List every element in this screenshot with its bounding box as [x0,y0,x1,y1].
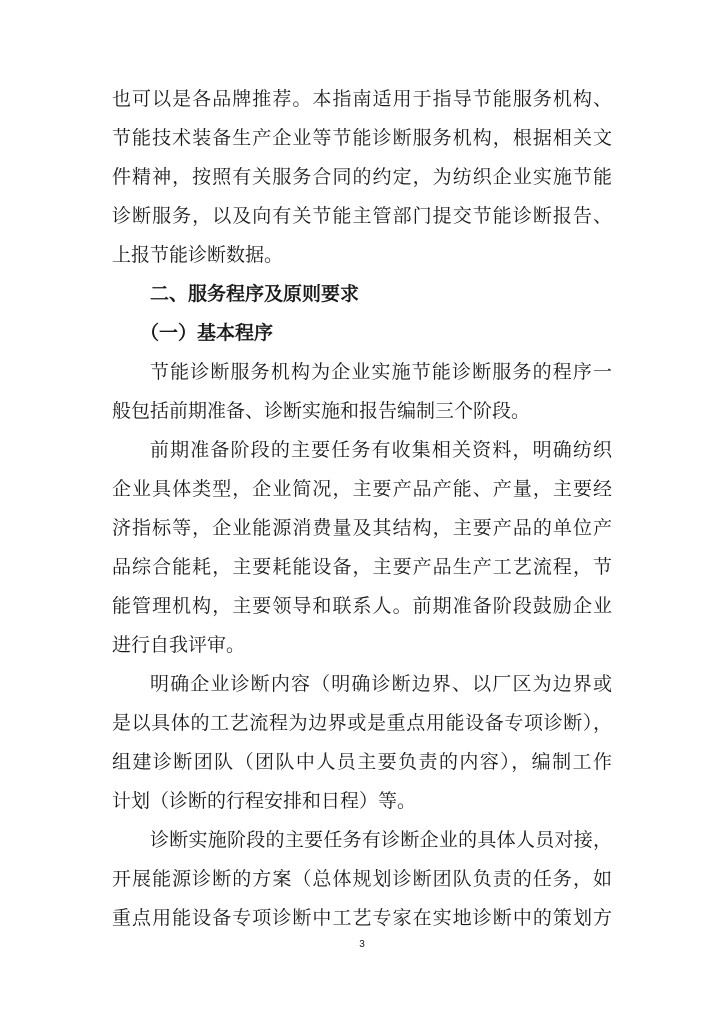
body-line: 件精神，按照有关服务合同的约定，为纺织企业实施节能 [112,166,612,188]
body-line: 组建诊断团队（团队中人员主要负责的内容），编制工作 [112,751,612,773]
body-line: 上报节能诊断数据。 [112,244,284,266]
page-number: 3 [359,939,365,950]
body-line: 节能技术装备生产企业等节能诊断服务机构，根据相关文 [112,127,612,149]
body-line: 计划（诊断的行程安排和日程）等。 [112,790,417,812]
body-line: 重点用能设备专项诊断中工艺专家在实地诊断中的策划方 [112,907,612,929]
body-line: 济指标等，企业能源消费量及其结构，主要产品的单位产 [112,517,612,539]
body-line: 诊断服务，以及向有关节能主管部门提交节能诊断报告、 [112,205,612,227]
body-line: 诊断实施阶段的主要任务有诊断企业的具体人员对接， [150,829,612,851]
body-line: 也可以是各品牌推荐。本指南适用于指导节能服务机构、 [112,88,612,110]
body-line: 明确企业诊断内容（明确诊断边界、以厂区为边界或 [150,673,612,695]
body-line: 能管理机构，主要领导和联系人。前期准备阶段鼓励企业 [112,595,612,617]
body-line: 是以具体的工艺流程为边界或是重点用能设备专项诊断）， [112,712,612,734]
body-line: 前期准备阶段的主要任务有收集相关资料，明确纺织 [150,439,612,461]
body-line: 节能诊断服务机构为企业实施节能诊断服务的程序一 [150,361,612,383]
subsection-heading: （一）基本程序 [140,322,274,344]
body-line: 开展能源诊断的方案（总体规划诊断团队负责的任务，如 [112,868,612,890]
body-line: 进行自我评审。 [112,634,246,656]
body-line: 品综合能耗，主要耗能设备，主要产品生产工艺流程，节 [112,556,612,578]
body-line: 般包括前期准备、诊断实施和报告编制三个阶段。 [112,400,531,422]
section-heading: 二、服务程序及原则要求 [150,283,360,305]
body-line: 企业具体类型，企业简况，主要产品产能、产量，主要经 [112,478,612,500]
